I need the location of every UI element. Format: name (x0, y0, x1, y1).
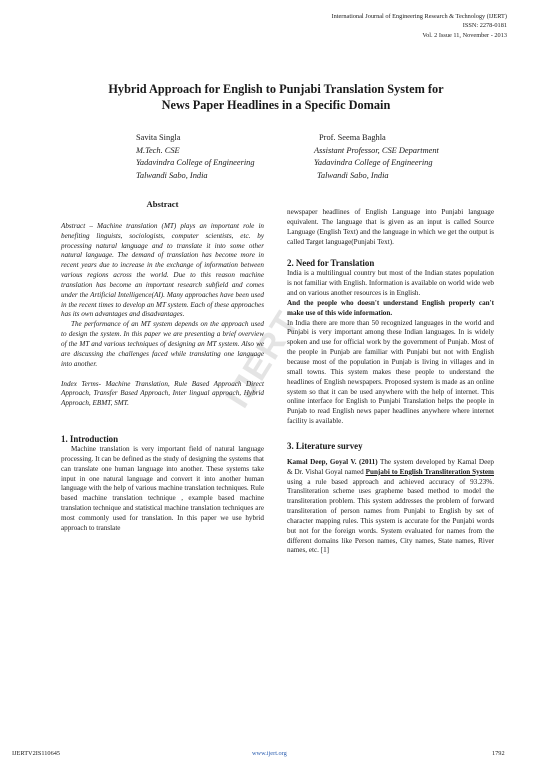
section-heading-need: 2. Need for Translation (287, 258, 375, 269)
citation-author: Kamal Deep, Goyal V. (2011) (287, 457, 378, 466)
abstract-text-2: The performance of an MT system depends on the approach used to design the system. In this paper we are presenting a brief overview of the MT and various techniques of designing an MT system. Also we are discussing the challenges faced while translating one language into another. (61, 320, 264, 368)
need-paragraph-2: In India there are more than 50 recognized languages in the world and Punjabi is very important among these Indian languages. In is widely spoken and use for official work by the government of Punjab. Most of the people in Punjab are familiar with Punjabi but not with English because most of the population in Punjab is living in villages and in small towns. This system makes these people to understand the headlines of English newspapers. Proposed system is made as an online system so that it can be used anywhere with the help of internet. This online interface for English to Punjabi Translation helps the people in Punjab to read English news paper headlines anywhere where internet facility is available. (287, 318, 494, 426)
author-2 (314, 132, 439, 183)
author-college: Yadavindra College of Engineering (136, 158, 255, 168)
intro-paragraph: Machine translation is very important field of natural language processing. It can be defined as the study of designing the systems that can translate one human language into another. These systems take input in one natural language and convert it into another human language with the help of various machine translation techniques. Rule based machine translation technique , example based machine translation technique and statistical machine translation techniques are most commonly used for translation. In this paper we use hybrid approach to translate (61, 445, 264, 532)
section-heading-literature: 3. Literature survey (287, 440, 363, 451)
author-place: Talwandi Sabo, India (317, 171, 389, 181)
journal-name: International Journal of Engineering Research & Technology (IJERT) (331, 13, 507, 20)
paper-title: Hybrid Approach for English to Punjabi Translation System for News Paper Headlines in a Specific Domain (108, 82, 444, 112)
page-number: 1792 (492, 750, 505, 757)
abstract-text: Abstract – Machine translation (MT) plays an important role in benefiting linguists, sociologists, computer scientists, etc. by processing natural language and to translate it into some other natural language. The demand of translation has become more in recent years due to increase in the exchange of information between various regions across the world. Due to this reason machine translation has become an important research subfield and comes under the Artificial Intelligence(AI). Many approaches have been used in the recent times to develop an MT system. Each of these approaches has its own advantages and disadvantages. (61, 221, 264, 319)
paper-id: IJERTV2IS110645 (12, 750, 61, 757)
right-column (287, 208, 494, 556)
continued-paragraph: newspaper headlines of English Language into Punjabi language equivalent. The language that is given as an input is called Source Language (English Text) and the language in which we get the output is called Target language(Punjabi Text). (287, 208, 494, 246)
index-terms: Index Terms- Machine Translation, Rule Based Approach Direct Approach, Transfer Based Approach, Inter lingual approach, Hybrid Approach, EBMT, SMT. (61, 379, 264, 408)
author-name: Prof. Seema Baghla (319, 133, 386, 142)
journal-volume: Vol. 2 Issue 11, November - 2013 (422, 31, 507, 39)
journal-issn: ISSN: 2278-0181 (462, 22, 507, 30)
author-college: Yadavindra College of Engineering (314, 158, 433, 168)
section-heading-introduction: 1. Introduction (61, 434, 119, 445)
need-bold-sentence: And the people who doesn't understand English properly can't make use of this wide information. (287, 298, 494, 317)
author-place: Talwandi Sabo, India (136, 171, 208, 181)
ijert-watermark: IJERT (218, 304, 308, 415)
journal-header (332, 12, 508, 40)
author-role: M.Tech. CSE (136, 145, 180, 155)
cited-system-title: Punjabi to English Transliteration System (365, 467, 494, 476)
author-role: Assistant Professor, CSE Department (314, 145, 439, 155)
literature-paragraph: Kamal Deep, Goyal V. (2011) The system developed by Kamal Deep & Dr. Vishal Goyal named Punjabi to English Transliteration System using a rule based approach and achieved accuracy of 93.23%. Transliteration scheme uses grapheme based method to model the transliteration problem. This system addresses the problem of forward transliteration of person names from Punjabi to English by set of character mapping rules. This system is accurate for the Punjabi words but not for the foreign words. System evaluated for names from the different domains like Person names, City names, State names, River names, etc. [1] (287, 457, 494, 555)
need-paragraph-1: India is a multilingual country but most of the Indian states population is not familiar with English. Information is available on world wide web and on various another resources is in English. (287, 269, 494, 298)
left-column (61, 200, 264, 534)
abstract-heading: Abstract (146, 199, 179, 209)
author-name: Savita Singla (136, 133, 181, 142)
author-1 (136, 132, 255, 183)
journal-url-link[interactable]: www.ijert.org (252, 750, 287, 757)
